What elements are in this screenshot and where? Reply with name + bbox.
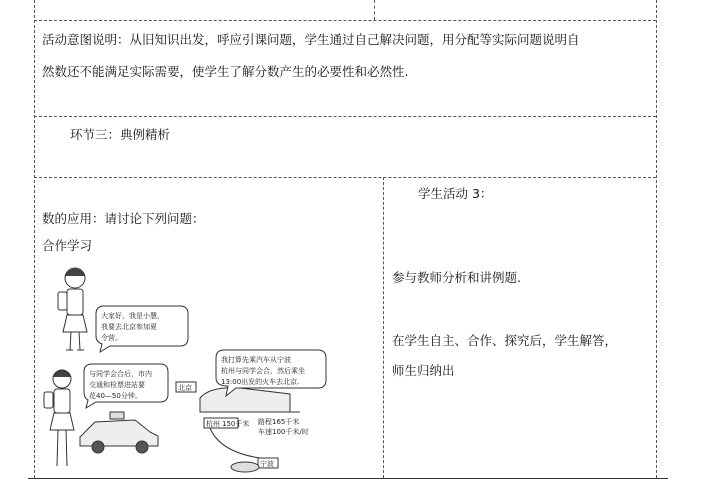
speech-bubble-1 [96, 306, 188, 352]
speech-bubble-2 [84, 364, 168, 408]
bubble-1-line-1: 大家好，我是小慧， [101, 312, 164, 320]
right-line-2: 在学生自主、合作、探究后，学生解答， [392, 333, 618, 348]
label-hangzhou: 杭州 [206, 420, 220, 428]
bubble-3-line-3: 13:00出发的火车去北京. [221, 378, 300, 386]
girl-figure-bottom [44, 370, 74, 466]
label-ningbo: 宁波 [260, 460, 274, 468]
table-right-border [656, 0, 657, 478]
train-picture [200, 388, 300, 412]
row-divider-3 [34, 177, 656, 178]
row-divider-2 [34, 116, 656, 117]
row-divider-1 [34, 20, 656, 21]
rationale-line-2: 然数还不能满足实际需要，使学生了解分数产生的必要性和必然性. [42, 64, 409, 79]
left-heading: 数的应用：请讨论下列问题： [42, 211, 205, 226]
bubble-1-line-3: 令营。 [101, 334, 122, 342]
right-line-1: 参与教师分析和讲例题. [392, 270, 521, 285]
cooperative-learning-illustration [40, 262, 342, 476]
bubble-2-line-3: 花40—50分钟。 [89, 392, 142, 400]
bubble-2-line-2: 交通和检票进站要 [89, 381, 145, 389]
left-subheading: 合作学习 [42, 238, 93, 253]
taxi-car [80, 412, 158, 453]
table-left-border [34, 0, 35, 478]
bottom-cell-divider [383, 177, 384, 478]
label-distance: 路程165千米 [258, 418, 300, 426]
bubble-3-line-2: 杭州与同学会合，然后乘坐 [221, 367, 305, 375]
section-title: 环节三：典例精析 [70, 127, 171, 142]
right-line-3: 师生归纳出 [392, 363, 455, 378]
bubble-3-line-1: 我打算先乘汽车从宁波 [221, 356, 291, 364]
top-cell-divider [374, 0, 375, 20]
right-title: 学生活动 3： [418, 186, 493, 201]
bubble-1-line-2: 我要去北京参加夏 [101, 323, 157, 331]
rationale-line-1: 活动意图说明：从旧知识出发，呼应引课问题，学生通过自己解决问题，用分配等实际问题说明自 [42, 32, 580, 47]
table-bottom-border [28, 478, 668, 479]
label-beijing: 北京 [178, 384, 192, 392]
speech-bubble-3 [216, 350, 326, 396]
label-speed: 车速100千米/时 [258, 428, 309, 436]
girl-figure-top [58, 268, 87, 350]
label-hangzhou-distance: 150千米 [222, 420, 250, 428]
bubble-2-line-1: 与同学会合后，市内 [89, 370, 152, 378]
